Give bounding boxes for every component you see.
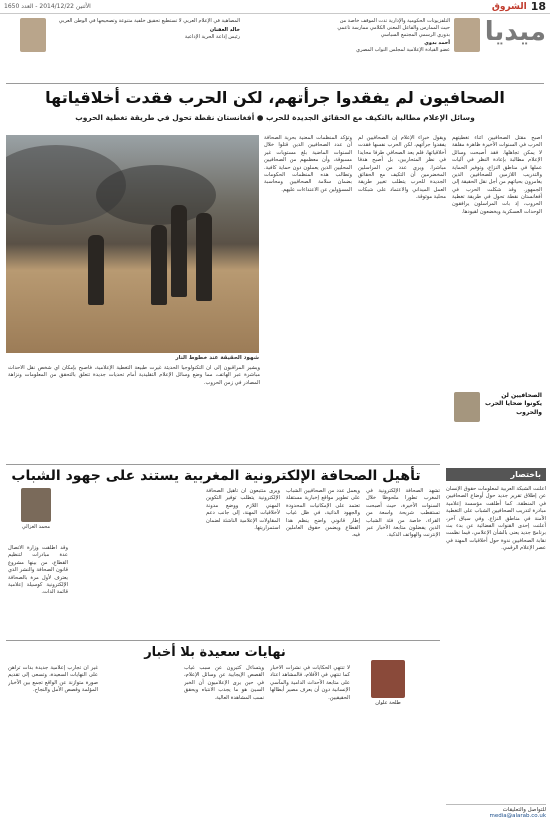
article-column: وقد أطلقت وزارة الاتصال عدة مبادرات لتنظيم القطاع، من بينها مشروع قانون الصحافة والنشر الذي يعترف لأول مرة بالصحافة الإلكترونية كوسيلة إعلامية قائمة الذات. [8, 545, 68, 596]
briefs-header: باختصار [446, 468, 546, 481]
brand-name: الشروق [491, 1, 527, 12]
page-number: 18 [530, 0, 546, 13]
person-figure [171, 205, 187, 297]
article-column: ويتساءل كثيرون عن سبب غياب القصص الإيجابية عن وسائل الإعلام، في حين يرى الإعلاميون أن الخبر السيئ هو ما يجذب الانتباه ويحقق نسب المشاهدة العالية. [184, 665, 264, 701]
top-item-sub: رئيس إذاعة الحرية الإذاعية [184, 33, 240, 40]
person-figure [196, 213, 212, 301]
top-item-text: المصاهية في الإعلام العربي لا تستطيع تحقيق خلفية متنوعة وتصحيحها في الوطن العربي [58, 18, 240, 24]
photo-caption: شهود الحقيقة عند خطوط النار [175, 355, 259, 361]
page-header [0, 0, 550, 14]
footer-label: للتواصل والتعليقات [502, 807, 546, 813]
top-item-caption: خالد العفنان [209, 26, 240, 33]
divider [6, 640, 440, 641]
top-item-1 [310, 18, 480, 68]
author-name: طلحة علوان [375, 700, 401, 706]
main-subheadline: وسائل الإعلام مطالبة بالتكيف مع الحقائق الجديدة للحرب ● أفغانستان نقطة تحول في طريقة تغطية الحروب [75, 113, 475, 122]
top-item-sub: عضو القيادة الإعلامية لمجلس النواب المصري [356, 47, 450, 53]
divider [6, 464, 440, 465]
article-column: ويقول خبراء الإعلام إن الصحافيين لم يفقدوا جرأتهم، لكن الحرب نفسها فقدت أخلاقياتها، فلم يعد الصحافي طرفا محايدا في نظر المتحاربين، بل أصبح هدفا مباشرا. ويرى عدد من المراسلين المخضرمين أن التكيف مع الحقائق الجديدة للحرب يتطلب تغيير طريقة العمل الميداني والاعتماد على شبكات محلية موثوقة. [358, 135, 446, 200]
article2-author [6, 488, 66, 540]
section-title: ميديا [484, 17, 546, 47]
main-photo [6, 135, 259, 353]
top-item-2 [10, 18, 240, 68]
avatar [371, 660, 405, 698]
article-column: تشهد الصحافة الإلكترونية في المغرب تطورا ملحوظا خلال السنوات الأخيرة، حيث أصبحت تستقطب شريحة واسعة من القراء، خاصة من فئة الشباب الذين يفضلون متابعة الأخبار عبر الإنترنت والهواتف الذكية. [366, 488, 440, 539]
person-figure [151, 225, 167, 305]
article2-headline: تأهيل الصحافة الإلكترونية المغربية يستند على جهود الشباب [11, 468, 421, 484]
briefs-column: أعلنت الشبكة العربية لمعلومات حقوق الإنسان عن إطلاق تقرير جديد حول أوضاع الصحافيين في المنطقة. كما أطلقت مؤسسة إعلامية مبادرة لتدريب الصحافيين الشباب على التغطية الآمنة في مناطق النزاع. وفي سياق آخر، أعلنت إحدى القنوات الفضائية عن بدء بث برنامج جديد يعنى بالشأن الإعلامي، فيما نظمت نقابة الصحافيين ندوة حول أخلاقيات المهنة في عصر الإعلام الرقمي. [446, 486, 546, 551]
article-column: ويشير المراقبون إلى أن التكنولوجيا الحديثة غيرت طبيعة التغطية الإعلامية، فأصبح بإمكان أي شخص نقل الأحداث مباشرة عبر الهاتف، مما وضع وسائل الإعلام التقليدية أمام تحديات جديدة تتعلق بالتحقق من المعلومات ونزاهة المصادر في زمن الحروب. [8, 365, 260, 386]
pull-quote [454, 392, 542, 450]
divider [6, 83, 544, 84]
article3-headline: نهايات سعيدة بلا أخبار [144, 645, 286, 660]
article-column: غير أن تجارب إعلامية جديدة بدأت تراهن على النهايات السعيدة، وتسعى إلى تقديم صورة متوازنة عن الواقع تجمع بين الأخبار المؤلمة وقصص الأمل والنجاح. [8, 665, 98, 694]
article3-author [352, 660, 424, 716]
top-item-text: التلفزيونات الحكومية والإدارية تدت الموقف خاصة من حيث الممارس والفاعل المعنى الكلامي ممارسة تاعمي بدوري الرسمي المجتمع السياسي [337, 18, 450, 38]
avatar [454, 18, 480, 52]
pull-quote-text: الصحافيين لن يكونوا ضحايا الحرب والحروب [484, 392, 542, 416]
main-headline: الصحافيون لم يفقدوا جرأتهم، لكن الحرب فقدت أخلاقياتها [45, 88, 505, 107]
article-column: ويعمل عدد من الصحافيين الشباب على تطوير مواقع إخبارية مستقلة تعتمد على الإمكانيات المحدودة والجهود الذاتية، في ظل غياب إطار قانوني واضح ينظم هذا القطاع ويضمن حقوق العاملين فيه. [286, 488, 360, 539]
article-column: لا تنتهي الحكايات في نشرات الأخبار كما تنتهي في الأفلام، فالمشاهد اعتاد على متابعة الأحداث الدامية والمآسي الإنسانية دون أن يعرف مصير أبطالها الحقيقيين. [270, 665, 350, 701]
article-column: وتؤكد المنظمات المعنية بحرية الصحافة أن عدد الصحافيين الذين قتلوا خلال السنوات الماضية بلغ مستويات غير مسبوقة، وأن معظمهم من الصحافيين المحليين الذين يعملون دون حماية كافية. وتطالب هذه المنظمات الحكومات بضمان سلامة الصحافيين ومحاسبة المسؤولين عن الاعتداءات عليهم. [264, 135, 352, 193]
contact-email[interactable]: media@alarab.co.uk [489, 813, 546, 819]
person-figure [88, 235, 104, 305]
page-footer [446, 804, 546, 819]
section-label [484, 17, 546, 86]
issue-date: الأثنين 2014/12/22 - العدد 1650 [4, 3, 91, 10]
article-column: ويرى متتبعون أن تأهيل الصحافة الإلكترونية يتطلب توفير التكوين المهني اللازم ووضع مدونة لأخلاقيات المهنة، إلى جانب دعم المقاولات الإعلامية الناشئة لضمان استمراريتها. [206, 488, 280, 531]
avatar [20, 18, 46, 52]
top-item-caption: أحمد بدوي [424, 40, 450, 47]
author-name: محمد الغزالي [21, 524, 51, 530]
avatar [21, 488, 51, 522]
avatar [454, 392, 480, 422]
article-column: أصبح مقتل الصحافيين أثناء تغطيتهم الحرب في السنوات الأخيرة ظاهرة مقلقة لا يمكن تجاهلها. فقد أصبحت وسائل الإعلام مطالبة بإعادة النظر في آليات عملها في مناطق النزاع، وتوفير الحماية والتدريب اللازمين للصحافيين الذين يغامرون بحياتهم من أجل نقل الحقيقة إلى الجمهور. وقد شكلت الحرب في أفغانستان نقطة تحول في طريقة تغطية الحروب، إذ بات المراسلون يرافقون الوحدات العسكرية ويخضعون لقيودها. [452, 135, 542, 215]
